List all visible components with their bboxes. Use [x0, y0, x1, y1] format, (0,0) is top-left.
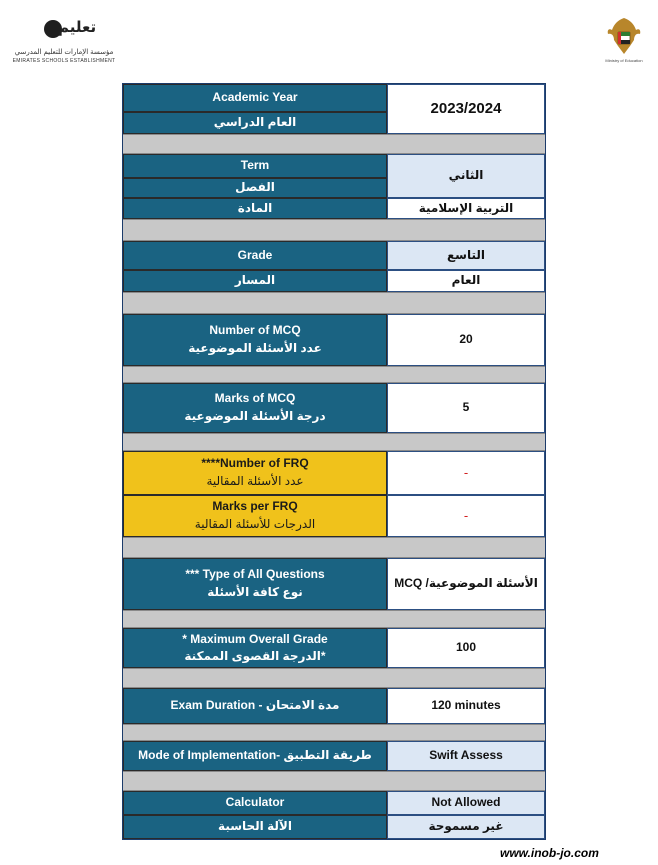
max-grade-label-en: * Maximum Overall Grade	[182, 631, 328, 646]
separator-row	[123, 134, 545, 154]
calculator-label: Calculator	[123, 791, 387, 815]
ministry-logo	[600, 14, 648, 68]
marks-frq-label-en: Marks per FRQ	[212, 499, 298, 514]
taleem-logo-mark	[42, 18, 97, 46]
num-frq-value: -	[387, 451, 545, 495]
separator-row	[123, 537, 545, 558]
term-label-ar: الفصل	[123, 178, 387, 198]
num-frq-label-en: ****Number of FRQ	[201, 456, 309, 471]
implementation-mode-label: Mode of Implementation- طريقة التطبيق	[123, 741, 387, 771]
num-frq-label	[123, 451, 387, 495]
logo-word: تعليم	[58, 19, 97, 36]
marks-mcq-label-en: Marks of MCQ	[214, 391, 296, 406]
exam-spec-table	[122, 83, 546, 840]
question-type-label-en: *** Type of All Questions	[185, 567, 325, 582]
num-mcq-label	[123, 314, 387, 366]
max-grade-label	[123, 628, 387, 668]
question-type-label	[123, 558, 387, 610]
marks-mcq-label	[123, 383, 387, 433]
term-label: Term	[123, 154, 387, 178]
track-value: العام	[387, 270, 545, 292]
academic-year-value: 2023/2024	[387, 84, 545, 134]
separator-row	[123, 219, 545, 241]
marks-frq-label-ar: الدرجات للأسئلة المقالية	[194, 517, 316, 531]
calculator-value-ar: غير مسموحة	[387, 815, 545, 839]
separator-row	[123, 668, 545, 688]
marks-frq-value: -	[387, 495, 545, 537]
num-mcq-label-en: Number of MCQ	[209, 323, 301, 338]
emirates-schools-logo	[2, 14, 126, 66]
question-type-value: الأسئلة الموضوعية/ MCQ	[387, 558, 545, 610]
academic-year-label-ar: العام الدراسي	[123, 112, 387, 134]
subject-value: التربية الإسلامية	[387, 198, 545, 219]
separator-row	[123, 292, 545, 314]
calculator-label-ar: الآلة الحاسبة	[123, 815, 387, 839]
grade-value: التاسع	[387, 241, 545, 270]
exam-duration-label: Exam Duration - مدة الامتحان	[123, 688, 387, 724]
separator-row	[123, 724, 545, 741]
website-watermark: www.inob-jo.com	[500, 846, 599, 860]
track-label: المسار	[123, 270, 387, 292]
separator-row	[123, 771, 545, 791]
academic-year-label: Academic Year	[123, 84, 387, 112]
max-grade-value: 100	[387, 628, 545, 668]
separator-row	[123, 610, 545, 628]
separator-row	[123, 366, 545, 383]
question-type-label-ar: نوع كافة الأسئلة	[207, 585, 303, 599]
subject-label: المادة	[123, 198, 387, 219]
calculator-value: Not Allowed	[387, 791, 545, 815]
uae-falcon-emblem-icon	[606, 16, 642, 56]
exam-duration-value: 120 minutes	[387, 688, 545, 724]
term-value: الثاني	[387, 154, 545, 198]
logo-name-ar: مؤسسة الإمارات للتعليم المدرسي	[14, 49, 114, 56]
separator-row	[123, 433, 545, 451]
num-mcq-label-ar: عدد الأسئلة الموضوعية	[188, 341, 322, 355]
marks-mcq-label-ar: درجة الأسئلة الموضوعية	[184, 409, 326, 423]
ministry-caption: Ministry of Education	[605, 58, 643, 63]
num-mcq-value: 20	[387, 314, 545, 366]
max-grade-label-ar: *الدرجة القصوى الممكنة	[184, 648, 326, 663]
marks-frq-label	[123, 495, 387, 537]
implementation-mode-value: Swift Assess	[387, 741, 545, 771]
num-frq-label-ar: عدد الأسئلة المقالية	[206, 474, 304, 488]
logo-name-en: EMIRATES SCHOOLS ESTABLISHMENT	[12, 58, 116, 64]
grade-label: Grade	[123, 241, 387, 270]
marks-mcq-value: 5	[387, 383, 545, 433]
